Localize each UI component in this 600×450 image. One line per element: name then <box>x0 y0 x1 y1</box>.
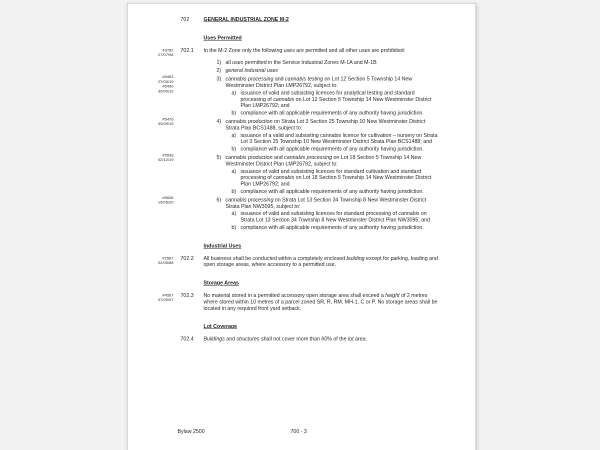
clause-row <box>128 280 476 286</box>
clause-body <box>204 324 439 330</box>
clause-number <box>174 35 204 41</box>
clause-body <box>204 243 439 249</box>
list-item-label: 1) <box>216 59 222 66</box>
clause-body <box>204 152 439 194</box>
section-number: 702 <box>180 16 190 23</box>
page-title: GENERAL INDUSTRIAL ZONE M-2 <box>203 16 289 23</box>
footer-page-number: 700 - 3 <box>290 428 307 435</box>
sub-item <box>226 224 439 230</box>
list-item-text: cannabis processing and cannabis testing on Lot 12 Section 5 Township 14 New Westminster District Plan LMP26792, subject to: a) issuance of valid and subsisting licences for analytical testing and standard processing of cannabis on Lot 12 Section 5 Township 14 New Westminster District Plan LMP26792; and b) compliance with all applicable requirements of any authority having jurisdiction. <box>226 76 439 116</box>
margin-note-line: 02/12/19 <box>157 157 174 163</box>
clause-row <box>128 255 476 268</box>
clause-block <box>128 47 476 231</box>
sub-item <box>226 132 439 145</box>
sub-item-text: compliance with all applicable requirements of any authority having jurisdiction. <box>240 146 424 153</box>
clause-number: 702.3 <box>180 292 194 299</box>
clause-body <box>204 57 439 65</box>
clause-row <box>128 195 476 231</box>
margin-notes <box>128 116 174 152</box>
clause-body <box>204 66 439 74</box>
margin-notes <box>128 47 174 57</box>
sub-item <box>226 168 439 187</box>
list-item-label: 6) <box>216 196 222 203</box>
margin-notes <box>128 35 174 41</box>
clause-body <box>204 35 439 41</box>
clause-row <box>128 74 476 116</box>
list-item <box>204 154 439 194</box>
sub-item <box>226 211 439 224</box>
sub-item-text: issuance of valid and subsisting licences for standard processing of cannabis on Strata Lot 13 Section 34 Township 8 New Westminster District Plan NW3095; and <box>240 210 430 224</box>
clause-number <box>174 324 204 330</box>
clause-body <box>204 47 439 57</box>
margin-note-line: #5606 <box>162 195 174 200</box>
margin-note-line: #5490 <box>162 84 174 89</box>
clause-number <box>174 74 204 116</box>
sub-item-label: b) <box>231 110 237 117</box>
section-heading: Uses Permitted <box>203 34 242 41</box>
clause-row <box>128 57 476 65</box>
clause-row <box>128 116 476 152</box>
section-heading: Storage Areas <box>203 280 239 287</box>
clause-row <box>128 243 476 249</box>
sub-item-label: a) <box>231 210 237 217</box>
clause-row <box>128 324 476 330</box>
sub-item-text: issuance of valid and subsisting licences for analytical testing and standard processing of cannabis on Lot 12 Section 5 Township 14 New Westminster District Plan LMP26792; and <box>240 89 432 109</box>
margin-notes <box>128 74 174 116</box>
list-item-label: 4) <box>216 118 222 125</box>
margin-notes <box>128 336 174 342</box>
page-content <box>128 4 476 343</box>
clause-row <box>128 66 476 74</box>
sub-item-label: b) <box>231 188 237 195</box>
list-item-text: cannabis production and cannabis processing on Lot 18 Section 5 Township 14 New Westminster District Plan LMP26792, subject to: a) issuance of valid and subsisting licences for standard cultivation and standard processing of cannabis on Lot 18 Section 5 Township 14 New Westminster District Plan LMP26792; and b) compliance with all applicable requirements of any authority having jurisdiction. <box>226 154 439 194</box>
list-item-label: 5) <box>216 154 222 161</box>
section-heading: Industrial Uses <box>203 242 242 249</box>
clause-number <box>174 57 204 65</box>
clause-text: No material stored in a permitted accessory open storage area shall exceed a height of 2 metres where stored within 10 metres of a parcel zoned SR, R, RM, MH-1, C or P. No storage areas shall be located in any required front yard setback. <box>203 292 438 312</box>
sub-item-text: compliance with all applicable requirements of any authority having jurisdiction. <box>240 224 424 231</box>
clause-body <box>204 336 439 342</box>
sub-item-label: a) <box>231 132 237 139</box>
clause-number: 702.4 <box>180 336 194 343</box>
clause-text: In the M-2 Zone only the following uses are permitted and all other uses are prohibited: <box>203 47 406 54</box>
list-item-label: 3) <box>216 76 222 83</box>
clause-number <box>174 116 204 152</box>
margin-note-line: #5538 <box>162 152 174 158</box>
margin-notes <box>128 324 174 330</box>
sub-item-text: issuance of valid and subsisting licences for standard cultivation and standard processing of cannabis on Lot 18 Section 5 Township 14 New Westminster District Plan LMP26792; and <box>240 168 432 188</box>
clause-body <box>204 116 439 152</box>
clause-text: All business shall be conducted within a completely enclosed building except for parking, loading and open storage areas, where accessory to a permitted use. <box>203 255 438 268</box>
margin-notes <box>128 195 174 231</box>
list-item <box>204 118 439 152</box>
sub-item <box>226 90 439 109</box>
margin-note-line: #5463 <box>162 74 174 80</box>
list-item-label: 2) <box>216 67 222 74</box>
clause-text: Buildings and structures shall not cover more than 60% of the lot area. <box>203 336 367 343</box>
list-item <box>204 76 439 116</box>
sub-item-text: issuance of a valid and subsisting cannabis licence for cultivation – nursery on Strata Lot 3 Section 25 Township 10 New Westminster District Strata Plan BCS1488; and <box>240 132 438 145</box>
list-item-text: cannabis production on Strata Lot 3 Section 25 Township 10 New Westminster District Strata Plan BCS1488, subject to: a) issuance of a valid and subsisting cannabis licence for cultivation – nursery on Strata Lot 3 Section 25 Township 10 New Westminster District Strata Plan BCS1488; and b) compliance with all applicable requirements of any authority having jurisdiction. <box>225 118 438 153</box>
list-item-text: cannabis processing on Strata Lot 13 Section 34 Township 8 New Westminster District Strata Plan NW3095, subject to: a) issuance of valid and subsisting licences for standard processing of cannabis on Strata Lot 13 Section 34 Township 8 New Westminster District Plan NW3095; and b) compliance with all applicable requirements of any authority having jurisdiction. <box>226 197 439 231</box>
clause-body <box>204 195 439 231</box>
bylaw-page <box>127 3 476 450</box>
clause-row <box>128 152 476 194</box>
margin-notes <box>128 280 174 286</box>
margin-notes <box>128 292 174 311</box>
clause-body <box>204 280 439 286</box>
sub-item-text: compliance with all applicable requirements of any authority having jurisdiction. <box>240 188 424 195</box>
list-item-text: general industrial uses <box>225 67 279 74</box>
sub-item-label: b) <box>231 146 237 153</box>
clause-number <box>174 280 204 286</box>
clause-body <box>204 292 439 311</box>
clause-block <box>128 292 476 311</box>
clause-number <box>174 195 204 231</box>
clause-body <box>204 255 439 268</box>
margin-notes <box>128 255 174 268</box>
clause-number: 702.2 <box>180 255 194 262</box>
clause-number <box>174 243 204 249</box>
margin-note-line: #3782 <box>162 47 174 53</box>
clause-row <box>128 336 476 342</box>
clause-number <box>174 152 204 194</box>
footer-bylaw-label: Bylaw 2500 <box>177 428 205 435</box>
title-row <box>128 17 476 23</box>
heading-block <box>128 35 476 41</box>
document-body <box>128 35 476 343</box>
margin-note-line: 02/05/88 <box>157 260 174 266</box>
margin-note-line: 30/09/19 <box>157 88 174 94</box>
clause-number: 702.1 <box>180 47 194 54</box>
clause-body <box>204 74 439 116</box>
heading-block <box>128 243 476 249</box>
margin-notes <box>128 152 174 194</box>
margin-note-line: #4567 <box>162 292 174 298</box>
clause-row <box>128 35 476 41</box>
heading-block <box>128 324 476 330</box>
margin-notes <box>128 17 174 23</box>
margin-notes <box>128 243 174 249</box>
list-item-text: all uses permitted in the Service Industrial Zones M-1A and M-1B <box>225 59 377 66</box>
sub-item-text: compliance with all applicable requirements of any authority having jurisdiction. <box>240 110 424 117</box>
section-heading: Lot Coverage <box>203 323 238 330</box>
margin-note-line: 27/07/98 <box>157 52 174 58</box>
clause-row <box>128 292 476 311</box>
clause-block <box>128 336 476 342</box>
sub-item-label: a) <box>231 168 237 175</box>
margin-note-line: 15/06/20 <box>157 200 174 205</box>
margin-note-line: 30/09/19 <box>157 121 174 127</box>
margin-note-line: 27/05/19 <box>157 79 174 84</box>
heading-block <box>128 280 476 286</box>
margin-notes <box>128 57 174 65</box>
margin-notes <box>128 66 174 74</box>
margin-note-line: #5476 <box>162 116 174 122</box>
list-item <box>204 197 439 231</box>
sub-item-label: a) <box>231 89 237 96</box>
clause-block <box>128 255 476 268</box>
sub-item-label: b) <box>231 224 237 231</box>
clause-number <box>174 66 204 74</box>
margin-note-line: 07/05/07 <box>157 297 174 303</box>
clause-row <box>128 47 476 57</box>
margin-note-line: #2587 <box>162 255 174 261</box>
